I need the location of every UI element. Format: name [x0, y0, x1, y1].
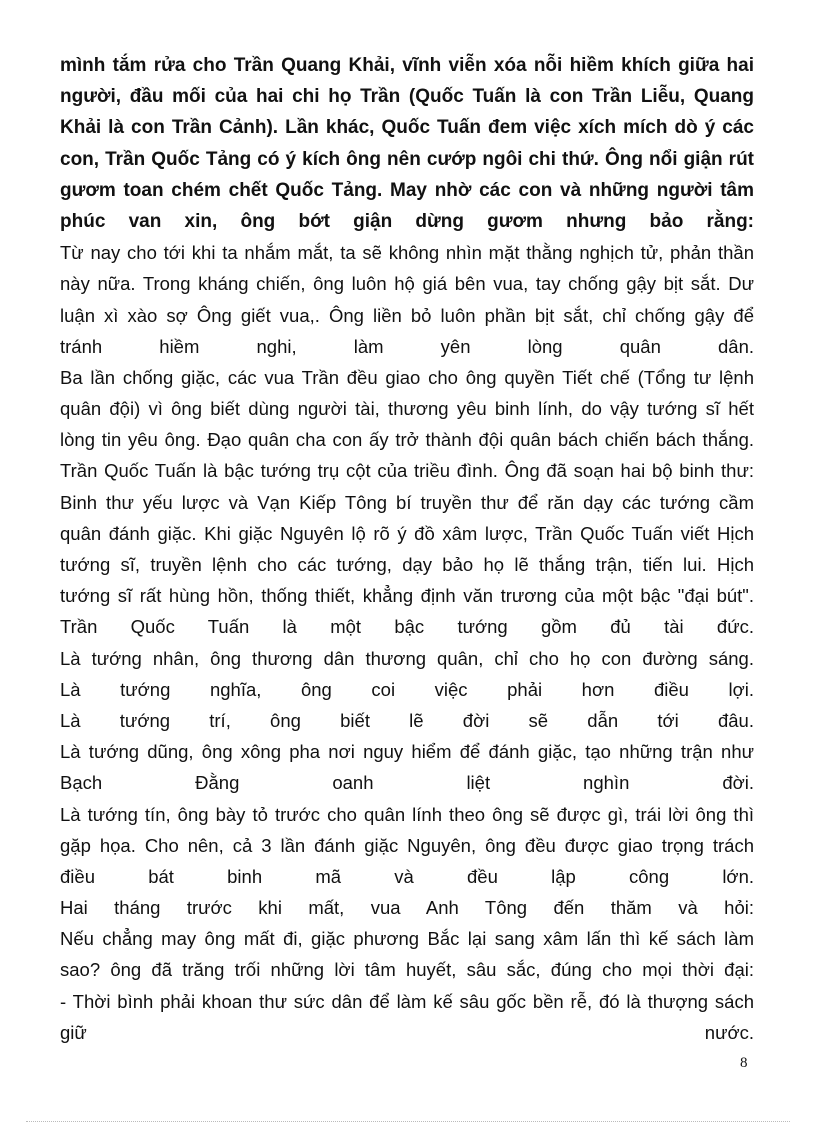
text-line: Ba lần chống giặc, các vua Trần đều giao cho ông quyền Tiết chế (Tổng tư lệnh	[60, 366, 754, 388]
text-line: luận xì xào sợ Ông giết vua,. Ông liền bỏ luôn phần bịt sắt, chỉ chống gậy để	[60, 304, 754, 326]
text-line: quân đánh giặc. Khi giặc Nguyên lộ rõ ý đồ xâm lược, Trần Quốc Tuấn viết Hịch	[60, 522, 754, 544]
text-line: Bạch Đằng oanh liệt nghìn đời.	[60, 772, 754, 794]
text-line: Là tướng nghĩa, ông coi việc phải hơn điều lợi.	[60, 678, 754, 700]
text-line: Là tướng nhân, ông thương dân thương quân, chỉ cho họ con đường sáng.	[60, 647, 754, 669]
bold-text-line: gươm toan chém chết Quốc Tảng. May nhờ các con và những người tâm	[60, 179, 754, 201]
text-line: giữ nước.	[60, 1021, 754, 1043]
text-line: Hai tháng trước khi mất, vua Anh Tông đến thăm và hỏi:	[60, 897, 754, 919]
text-line: điều bát binh mã và đều lập công lớn.	[60, 865, 754, 887]
text-line: Binh thư yếu lược và Vạn Kiếp Tông bí truyền thư để răn dạy các tướng cầm	[60, 491, 754, 513]
page-number: 8	[740, 1055, 748, 1071]
text-line: Trần Quốc Tuấn là bậc tướng trụ cột của triều đình. Ông đã soạn hai bộ binh thư:	[60, 460, 754, 482]
document-body	[60, 50, 754, 1048]
text-line: lòng tin yêu ông. Đạo quân cha con ấy trở thành đội quân bách chiến bách thắng.	[60, 429, 754, 451]
text-line: sao? ông đã trăng trối những lời tâm huyết, sâu sắc, đúng cho mọi thời đại:	[60, 959, 754, 981]
text-line: Nếu chẳng may ông mất đi, giặc phương Bắc lại sang xâm lấn thì kế sách làm	[60, 928, 754, 950]
text-line: tướng sĩ, truyền lệnh cho các tướng, dạy bảo họ lẽ thắng trận, tiến lui. Hịch	[60, 554, 754, 575]
text-line: quân đội) vì ông biết dùng người tài, thương yêu binh lính, do vậy tướng sĩ hết	[60, 398, 754, 420]
bold-text-line: phúc van xin, ông bớt giận dừng gươm nhưng bảo rằng:	[60, 210, 754, 232]
bold-text-line: con, Trần Quốc Tảng có ý kích ông nên cướp ngôi chi thứ. Ông nổi giận rút	[60, 148, 754, 170]
bold-text-line: Khải là con Trần Cảnh). Lần khác, Quốc Tuấn đem việc xích mích dò ý các	[60, 117, 754, 139]
text-line: này nữa. Trong kháng chiến, ông luôn hộ giá bên vua, tay chống gậy bịt sắt. Dư	[60, 273, 754, 295]
text-line: Là tướng tín, ông bày tỏ trước cho quân lính theo ông sẽ được gì, trái lời ông thì	[60, 803, 754, 825]
text-line: Là tướng trí, ông biết lẽ đời sẽ dẫn tới đâu.	[60, 709, 754, 731]
text-line: Trần Quốc Tuấn là một bậc tướng gồm đủ tài đức.	[60, 616, 754, 638]
text-line: Là tướng dũng, ông xông pha nơi nguy hiểm để đánh giặc, tạo những trận như	[60, 741, 754, 763]
page-bottom-divider	[26, 1121, 790, 1122]
text-line: tướng sĩ rất hùng hồn, thống thiết, khẳng định văn trương của một bậc "đại bút".	[60, 585, 754, 607]
bold-text-line: người, đầu mối của hai chi họ Trần (Quốc Tuấn là con Trần Liễu, Quang	[60, 86, 754, 108]
text-line: - Thời bình phải khoan thư sức dân để làm kế sâu gốc bền rễ, đó là thượng sách	[60, 990, 754, 1012]
text-line: tránh hiềm nghi, làm yên lòng quân dân.	[60, 335, 754, 357]
text-line: Từ nay cho tới khi ta nhắm mắt, ta sẽ không nhìn mặt thằng nghịch tử, phản thần	[60, 242, 754, 264]
bold-text-line: mình tắm rửa cho Trần Quang Khải, vĩnh viễn xóa nỗi hiềm khích giữa hai	[60, 55, 754, 76]
text-line: gặp họa. Cho nên, cả 3 lần đánh giặc Nguyên, ông đều được giao trọng trách	[60, 834, 754, 856]
